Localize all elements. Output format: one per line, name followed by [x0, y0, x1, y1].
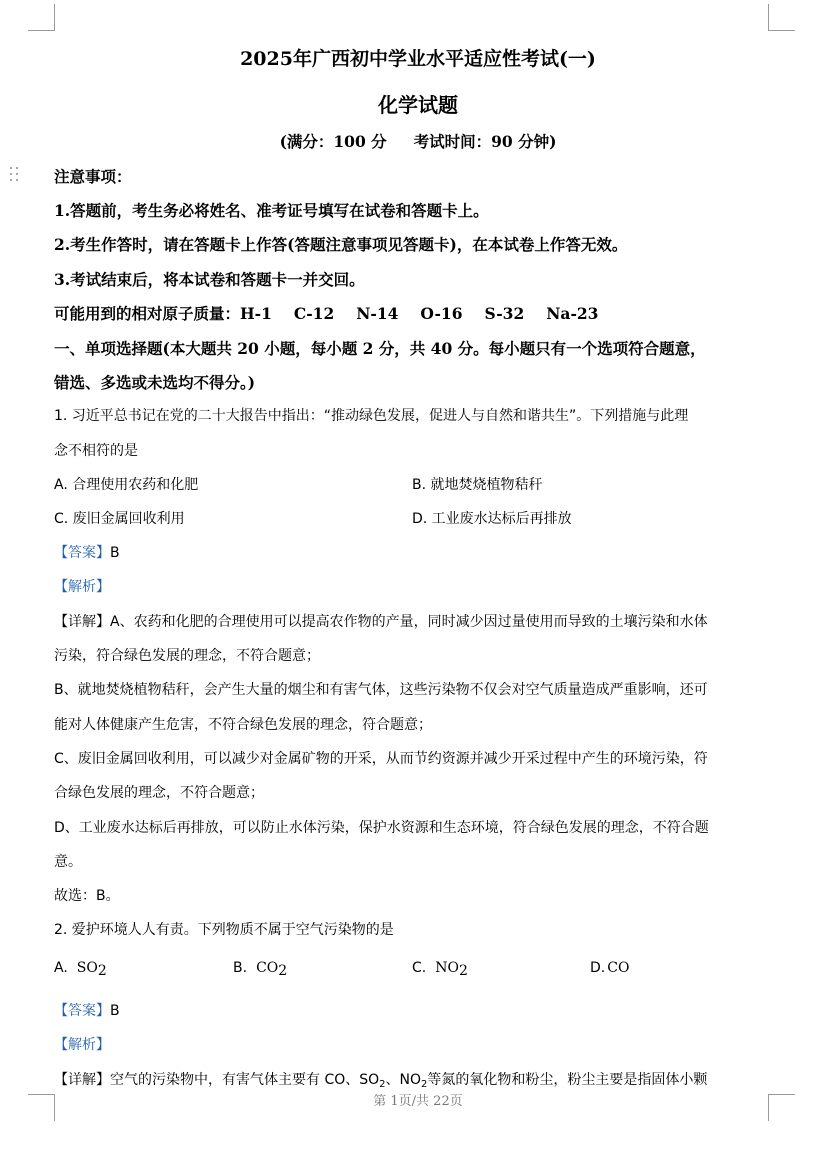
atomic-mass-value: S-32 — [484, 304, 525, 323]
detail-text: A、农药和化肥的合理使用可以提高农作物的产量，同时减少因过量使用而导致的土壤污染和水体 — [110, 614, 708, 630]
crop-mark-top-left — [28, 4, 55, 31]
q1-answer — [54, 542, 120, 562]
notice-item: 1.答题前，考生务必将姓名、准考证号填写在试卷和答题卡上。 — [54, 201, 489, 220]
q1-detail-line: D、工业废水达标后再排放，可以防止水体污染，保护水资源和生态环境，符合绿色发展的理念，不符合题 — [54, 820, 709, 836]
atomic-mass-label: 可能用到的相对原子质量： — [54, 304, 241, 323]
q1-analysis-tag: 【解析】 — [54, 579, 110, 595]
q1-option-c: C. 废旧金属回收利用 — [54, 511, 185, 527]
atomic-mass-value: C-12 — [293, 304, 335, 323]
atomic-mass-value: Na-23 — [546, 304, 599, 323]
drag-handle-icon[interactable] — [9, 166, 21, 182]
section-heading-cont: 错选、多选或未选均不得分。) — [54, 373, 256, 392]
answer-value: B — [110, 1003, 120, 1019]
q2-stem: 2. 爱护环境人人有责。下列物质不属于空气污染物的是 — [54, 922, 394, 938]
q1-option-d: D. 工业废水达标后再排放 — [412, 511, 572, 527]
section-heading: 一、单项选择题(本大题共 20 小题，每小题 2 分，共 40 分。每小题只有一个选项符合题意， — [54, 339, 706, 358]
crop-mark-top-right — [768, 4, 795, 31]
exam-title: 2025年广西初中学业水平适应性考试(一) — [240, 48, 596, 70]
atomic-mass-value: N-14 — [356, 304, 399, 323]
q2-detail-line: 【详解】空气的污染物中，有害气体主要有 CO、$SO_2$、$NO_2$等氮的氧化物和粉尘，粉尘主要是指固体小颗 — [54, 1072, 708, 1090]
q1-detail-line: 意。 — [54, 854, 82, 870]
q1-option-b: B. 就地焚烧植物秸秆 — [412, 477, 543, 493]
q2-analysis-tag: 【解析】 — [54, 1037, 110, 1053]
q2-option-c: C. $NO_2$ — [412, 960, 468, 979]
q2-option-a: A. $SO_2$ — [54, 960, 107, 979]
notice-item: 2.考生作答时，请在答题卡上作答(答题注意事项见答题卡)，在本试卷上作答无效。 — [54, 235, 628, 254]
notice-item: 3.考试结束后，将本试卷和答题卡一并交回。 — [54, 270, 365, 289]
q1-detail-line: 能对人体健康产生危害，不符合绿色发展的理念，符合题意； — [54, 717, 432, 733]
detail-tag: 【详解】 — [54, 614, 110, 630]
q1-detail-line: B、就地焚烧植物秸秆，会产生大量的烟尘和有害气体，这些污染物不仅会对空气质量造成严重影响，还可 — [54, 682, 708, 698]
answer-tag: 【答案】 — [54, 545, 110, 561]
q1-detail-line: 合绿色发展的理念，不符合题意； — [54, 785, 264, 801]
q1-stem: 1. 习近平总书记在党的二十大报告中指出：“推动绿色发展，促进人与自然和谐共生”。下列措施与此理 — [54, 408, 689, 424]
exam-subject: 化学试题 — [378, 93, 458, 117]
q2-option-b: B. $CO_2$ — [233, 960, 288, 979]
q1-detail-line: 污染，符合绿色发展的理念，不符合题意； — [54, 648, 320, 664]
atomic-mass-line — [54, 302, 598, 324]
q2-option-d: D. CO — [590, 960, 630, 976]
q1-detail-line: C、废旧金属回收利用，可以减少对金属矿物的开采，从而节约资源并减少开采过程中产生的环境污染，符 — [54, 751, 708, 767]
notice-heading: 注意事项： — [54, 167, 132, 186]
page-footer: 第 1页/共 22页 — [373, 1094, 463, 1109]
q1-detail-line — [54, 611, 708, 631]
q1-conclusion: 故选：B。 — [54, 888, 120, 904]
q1-option-a: A. 合理使用农药和化肥 — [54, 477, 199, 493]
answer-tag: 【答案】 — [54, 1003, 110, 1019]
detail-tag: 【详解】 — [54, 1072, 110, 1088]
answer-value: B — [110, 545, 120, 561]
q1-stem-cont: 念不相符的是 — [54, 443, 138, 459]
atomic-mass-value: H-1 — [240, 304, 272, 323]
q2-answer — [54, 1000, 120, 1020]
exam-meta: (满分：100 分 考试时间：90 分钟) — [279, 132, 557, 151]
atomic-mass-value: O-16 — [420, 304, 463, 323]
